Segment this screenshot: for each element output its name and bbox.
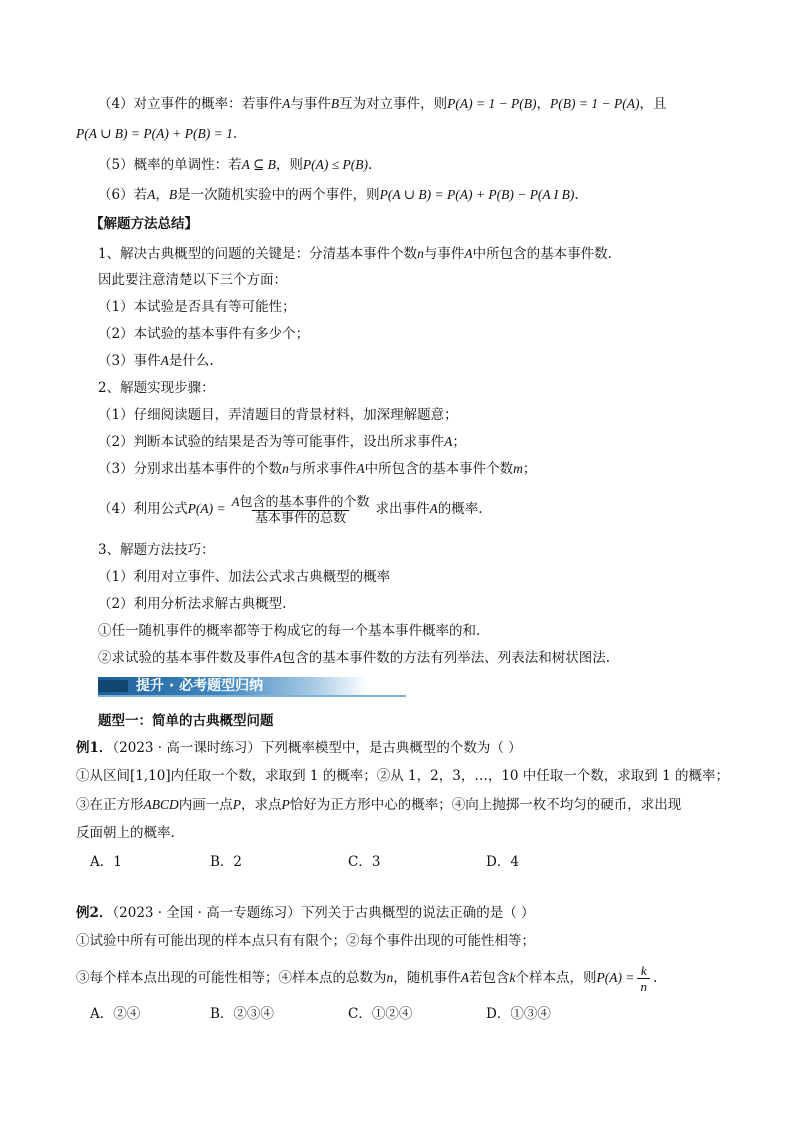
text-fragment: （4）利用公式 xyxy=(98,501,188,517)
point-p: P xyxy=(232,797,241,812)
event-a: A xyxy=(147,187,156,202)
example-2-line-1: ①试验中所有可能出现的样本点只有有限个；②每个事件出现的可能性相等； xyxy=(76,933,535,949)
property-5-label: （5）概率的单调性：若 xyxy=(98,157,242,173)
text-fragment: . xyxy=(574,187,579,203)
summary-point-3: 3、解题方法技巧： xyxy=(98,542,215,558)
event-b: B xyxy=(330,96,340,111)
text-fragment: ，随机事件 xyxy=(393,970,461,986)
event-a: A xyxy=(464,246,473,261)
point-p: P xyxy=(281,797,290,812)
summary-heading: 【解题方法总结】 xyxy=(90,216,198,232)
summary-point-1-sub: 因此要注意清楚以下三个方面： xyxy=(98,272,287,288)
text-fragment: ③每个样本点出现的可能性相等；④样本点的总数为 xyxy=(76,970,387,986)
summary-tip xyxy=(98,648,610,668)
property-6-label: （6）若 xyxy=(98,187,148,203)
property-4-line xyxy=(98,94,666,114)
property-5-line xyxy=(98,155,372,175)
text-fragment: （3）分别求出基本事件的个数 xyxy=(98,461,283,477)
text-fragment: 的概率. xyxy=(437,501,483,517)
summary-point-1 xyxy=(98,244,612,264)
fraction-numerator: k xyxy=(640,963,647,978)
summary-step: （1）仔细阅读题目，弄清题目的背景材料，加深理解题意； xyxy=(98,407,458,423)
text-fragment: 1、解决古典概型的问题的关键是：分清基本事件个数 xyxy=(98,246,418,262)
summary-item xyxy=(98,351,214,371)
summary-tip: （2）利用分析法求解古典概型. xyxy=(98,596,287,612)
example-1-option-c[interactable]: C．3 xyxy=(348,854,381,870)
variable-n: n xyxy=(417,246,424,261)
example-1-stem: （2023 · 高一课时练习）下列概率模型中，是古典概型的个数为（ ） xyxy=(112,740,522,756)
example-2-option-b[interactable]: B．②③④ xyxy=(210,1006,274,1022)
text-fragment: ； xyxy=(452,434,466,450)
summary-step xyxy=(98,459,536,479)
text-fragment: ， xyxy=(155,187,169,203)
text-fragment: 包含的基本事件的个数 xyxy=(239,494,370,510)
event-a: A xyxy=(282,96,291,111)
example-1-line-2 xyxy=(76,795,681,815)
formula-addition-rule: P(A ∪ B) = P(A) + P(B) − P(A I B) xyxy=(379,187,575,202)
example-1-option-d[interactable]: D．4 xyxy=(486,854,519,870)
example-1-header xyxy=(76,738,522,758)
text-fragment: 是一次随机实验中的两个事件，则 xyxy=(177,187,380,203)
text-fragment: ①从区间 xyxy=(76,768,130,784)
event-a: A xyxy=(356,461,365,476)
example-1-option-a[interactable]: A．1 xyxy=(90,854,122,870)
text-fragment: 个样本点，则 xyxy=(515,970,597,986)
event-b: B xyxy=(168,187,178,202)
fraction-denominator: n xyxy=(637,978,650,994)
text-fragment: 与事件 xyxy=(290,96,331,112)
section-banner xyxy=(98,677,406,697)
event-a: A xyxy=(444,434,453,449)
text-fragment: 中所包含的基本事件数. xyxy=(472,246,612,262)
formula-lhs: P(A) = xyxy=(596,970,635,985)
text-fragment: （2）判断本试验的结果是否为等可能事件，设出所求事件 xyxy=(98,434,445,450)
text-fragment: 求出事件 xyxy=(375,501,430,517)
variable-n: n xyxy=(282,461,289,476)
example-1-option-b[interactable]: B．2 xyxy=(210,854,243,870)
summary-item: （2）本试验的基本事件有多少个； xyxy=(98,326,310,342)
variable-k: k xyxy=(509,970,516,985)
event-a: A xyxy=(429,501,438,516)
summary-item: （1）本试验是否具有等可能性； xyxy=(98,299,296,315)
question-type-title: 题型一：简单的古典概型问题 xyxy=(98,713,274,729)
example-2-option-a[interactable]: A．②④ xyxy=(90,1006,141,1022)
text-fragment: 与所求事件 xyxy=(288,461,357,477)
text-fragment: 是什么. xyxy=(168,353,214,369)
example-1-line-3: 反面朝上的概率. xyxy=(76,825,175,841)
text-fragment: ，则 xyxy=(275,157,303,173)
text-fragment: 内画一点 xyxy=(178,797,233,813)
text-fragment: ③在正方形 xyxy=(76,797,144,813)
text-fragment: 内任取一个数，求取到 1 的概率；②从 1，2，3，…，10 中任取一个数，求取到 1 的概率； xyxy=(170,768,729,784)
property-6-line xyxy=(98,185,579,205)
text-fragment: ，求点 xyxy=(241,797,282,813)
text-fragment: （3）事件 xyxy=(98,353,161,369)
banner-rule xyxy=(98,695,406,697)
formula-lhs: P(A) = xyxy=(187,501,226,516)
summary-step xyxy=(98,432,466,452)
formula-complement-a: P(A) = 1 − P(B) xyxy=(447,96,537,111)
text-fragment: ，且 xyxy=(639,96,667,112)
example-2-label: 例2． xyxy=(76,905,113,921)
event-a: A xyxy=(160,353,169,368)
square-abcd: ABCD xyxy=(143,797,179,812)
formula-subset: A ⊆ B xyxy=(241,157,276,172)
summary-tip: （1）利用对立事件、加法公式求古典概型的概率 xyxy=(98,569,391,585)
text-fragment: ， xyxy=(536,96,551,112)
property-4-continuation xyxy=(76,124,237,144)
variable-n: n xyxy=(386,970,394,985)
example-2-header xyxy=(76,903,535,923)
event-a: A xyxy=(273,650,282,665)
text-fragment: 中所包含的基本事件个数 xyxy=(364,461,514,477)
probability-fraction xyxy=(229,494,373,526)
fraction-numerator xyxy=(229,494,373,510)
text-fragment: 互为对立事件，则 xyxy=(339,96,448,112)
event-a: A xyxy=(460,970,469,985)
summary-tip: ①任一随机事件的概率都等于构成它的每一个基本事件概率的和. xyxy=(98,623,481,639)
example-1-label: 例1． xyxy=(76,740,113,756)
text-fragment: . xyxy=(652,970,658,986)
text-fragment: ； xyxy=(522,461,537,477)
example-1-line-1 xyxy=(76,766,729,786)
example-2-stem: （2023 · 全国 · 高一专题练习）下列关于古典概型的说法正确的是（ ） xyxy=(112,905,535,921)
summary-step-formula xyxy=(98,492,483,526)
banner-stub xyxy=(98,680,128,692)
property-4-label: （4）对立事件的概率：若事件 xyxy=(98,96,283,112)
text-fragment: 恰好为正方形中心的概率；④向上抛掷一枚不均匀的硬币，求出现 xyxy=(289,797,682,813)
text-fragment: . xyxy=(232,126,238,142)
summary-point-2: 2、解题实现步骤： xyxy=(98,380,215,396)
formula-monotonic: P(A) ≤ P(B) xyxy=(302,157,369,172)
variable-m: m xyxy=(513,461,523,476)
fraction-denominator: 基本事件的总数 xyxy=(252,510,349,526)
interval: [1,10] xyxy=(130,768,171,784)
text-fragment: 若包含 xyxy=(469,970,510,986)
text-fragment: ②求试验的基本事件数及事件 xyxy=(98,650,274,666)
formula-complement-b: P(B) = 1 − P(A) xyxy=(550,96,640,111)
text-fragment: 与事件 xyxy=(423,246,465,262)
k-over-n-fraction xyxy=(637,963,650,994)
event-a: A xyxy=(231,493,240,509)
banner-title: 提升 · 必考题型归纳 xyxy=(136,678,264,694)
example-2-line-2 xyxy=(76,961,657,995)
example-2-option-d[interactable]: D．①③④ xyxy=(486,1006,551,1022)
text-fragment: 包含的基本事件数的方法有列举法、列表法和树状图法. xyxy=(281,650,611,666)
formula-union-sum: P(A ∪ B) = P(A) + P(B) = 1 xyxy=(76,126,233,141)
example-2-option-c[interactable]: C．①②④ xyxy=(348,1006,413,1022)
text-fragment: . xyxy=(368,157,373,173)
